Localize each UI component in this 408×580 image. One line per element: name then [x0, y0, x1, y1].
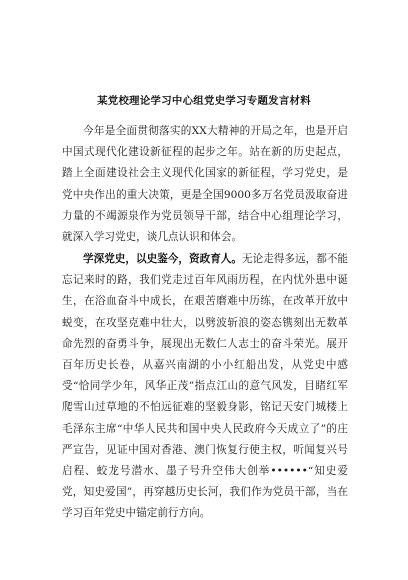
paragraph-intro: [62, 121, 348, 248]
document-title: 某党校理论学习中心组党史学习专题发言材料: [97, 95, 311, 107]
paragraph-intro-text: 今年是全面贯彻落实的XX大精神的开局之年，也是开启中国式现代化建设新征程的起步之年。站在新的历史起点，踏上全面建设社会主义现代化国家的新征程，学习党史，是党中央作出的重大决策，更是全国9000多万名党员汲取奋进力量的不竭源泉作为党员领导干部，结合中心组理论学习，就深入学习党史，谈几点认识和体会。: [62, 125, 348, 244]
paragraph-party-history-text: 无论走得多远，都不能忘记来时的路，我们党走过百年风雨历程，在内忧外患中诞生，在浴血奋斗中成长，在艰苦磨难中历练，在改革开放中蜕变，在攻坚克难中壮大，以劈波斩浪的姿态镌刻出无数革命先烈的奋勇斗争，展现出无数仁人志士的奋斗荣光。展开百年历史长卷，从嘉兴南湖的小小红船出发，从党史中感受“恰同学少年，风华正茂”指点江山的意气风发，目睹红军爬雪山过草地的不怕远征难的坚毅身影，铭记天安门城楼上毛泽东主席“中华人民共和国中央人民政府今天成立了”的庄严宣告，见证中国对香港、澳门恢复行使主权，听闻复兴号启程、蛟龙号潜水、墨子号升空伟大创举••••••“知史爱党，知史爱国”，再穿越历史长河，我们作为党员干部，当在学习百年党史中锚定前行方向。: [62, 253, 349, 520]
paragraph-lead-heading: 学深党史，以史鉴今，资政育人。: [83, 253, 243, 265]
paragraph-party-history: [62, 249, 348, 525]
